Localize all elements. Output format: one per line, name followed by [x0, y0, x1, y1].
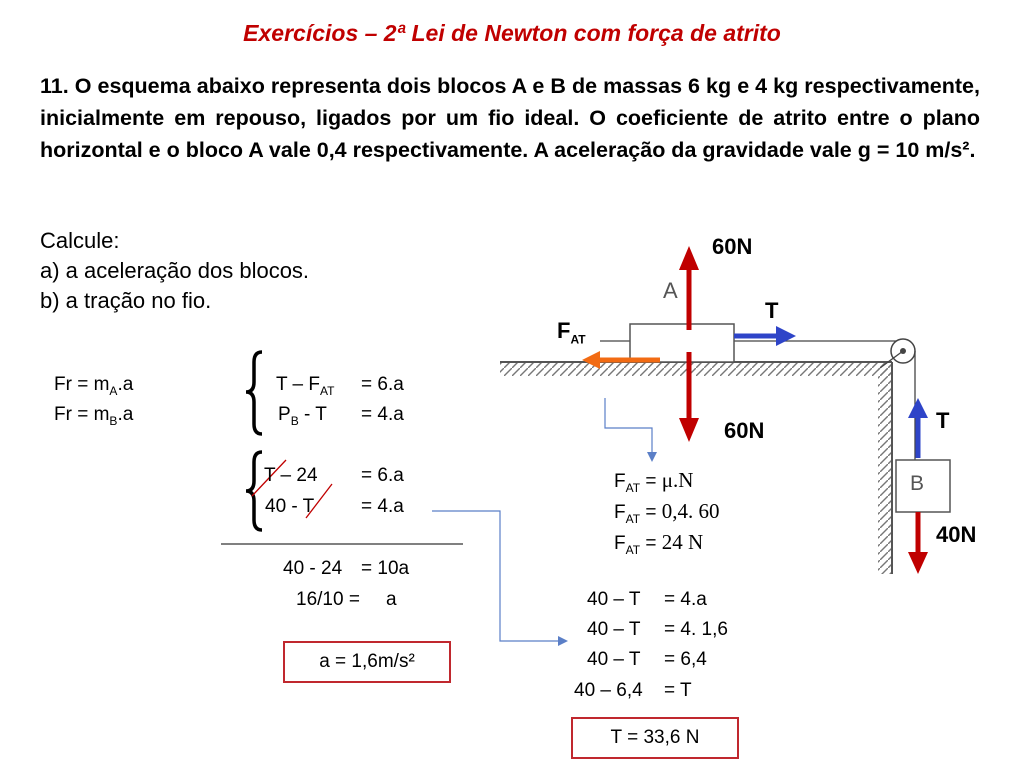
- system1-row2-rhs: = 4.a: [361, 404, 404, 425]
- friction-label: $F_{AT}$: [557, 318, 586, 347]
- page-title: Exercícios – 2ª Lei de Newton com força de atrito: [243, 20, 781, 46]
- fr-equation-a: $Fr = m_A.a$: [54, 374, 134, 398]
- tension-b-arrowhead: [908, 398, 928, 418]
- normal-force-label: 60N: [712, 234, 753, 259]
- system2-row2-rhs: = 4.a: [361, 496, 404, 517]
- calcule-heading: Calcule:: [40, 228, 120, 253]
- brace-system2: [246, 452, 262, 530]
- weight-a-label: 60N: [724, 418, 765, 443]
- tension-a-arrowhead: [776, 326, 796, 346]
- calcule-item-a: a) a aceleração dos blocos.: [40, 258, 310, 283]
- calcule-item-b: b) a tração no fio.: [40, 288, 212, 313]
- sum-row1-lhs: 40 - 24: [283, 558, 343, 579]
- tension-a-label: T: [765, 298, 779, 323]
- fat-calc-row1: $F_{AT} = \mu.N$: [614, 468, 694, 495]
- brace-system1: [246, 352, 262, 434]
- sum-row2-rhs: a: [386, 589, 397, 610]
- fat-calc-row3: $F_{AT} = 24$ N: [614, 530, 704, 557]
- tension-connector: [432, 511, 562, 641]
- system2-row1-lhs: T – 24: [264, 465, 318, 486]
- tension-calc-row3-rhs: = 6,4: [664, 649, 707, 670]
- tension-calc-row1-rhs: = 4.a: [664, 589, 707, 610]
- problem-statement: 11. O esquema abaixo representa dois blocos A e B de massas 6 kg e 4 kg respectivamente, inicialmente em repouso, ligados por um fio ideal. O coeficiente de atrito entre o plano horizontal e o bloco A vale 0,4 respectivamente. A aceleração da gravidade vale g = 10 m/s².: [40, 74, 980, 162]
- system2-row2-lhs: 40 - T: [265, 496, 315, 517]
- answer-acceleration: a = 1,6m/s²: [283, 641, 451, 683]
- fat-connector: [605, 398, 652, 456]
- system2-row1-rhs: = 6.a: [361, 465, 404, 486]
- block-a-label: A: [663, 278, 678, 303]
- tension-calc-row4-rhs: = T: [664, 680, 692, 701]
- weight-b-arrowhead: [908, 552, 928, 574]
- answer-tension: T = 33,6 N: [571, 717, 739, 759]
- fat-calc-row2: $F_{AT} = 0,4$. 60: [614, 499, 720, 526]
- system1-row1-rhs: = 6.a: [361, 374, 404, 395]
- block-a: [630, 324, 734, 362]
- sum-row1-rhs: = 10a: [361, 558, 410, 579]
- system1-row1-lhs: T – $F_{AT}$: [276, 374, 335, 398]
- tension-calc-row2-rhs: = 4. 1,6: [664, 619, 728, 640]
- tension-b-label: T: [936, 408, 950, 433]
- tension-calc-row2-lhs: 40 – T: [587, 619, 641, 640]
- weight-b-label: 40N: [936, 522, 977, 547]
- tension-calc-row4-lhs: 40 – 6,4: [574, 680, 643, 701]
- normal-force-arrowhead: [679, 246, 699, 270]
- sum-row2-lhs: 16/10 =: [296, 589, 360, 610]
- block-b-label: B: [910, 472, 925, 495]
- tension-calc-row3-lhs: 40 – T: [587, 649, 641, 670]
- tension-calc-row1-lhs: 40 – T: [587, 589, 641, 610]
- floor-hatching: [500, 362, 892, 376]
- wall-hatching: [878, 362, 892, 574]
- weight-a-arrowhead: [679, 418, 699, 442]
- fr-equation-b: $Fr = m_B.a$: [54, 404, 134, 428]
- system1-row2-lhs: $P_B$ - T: [278, 404, 327, 428]
